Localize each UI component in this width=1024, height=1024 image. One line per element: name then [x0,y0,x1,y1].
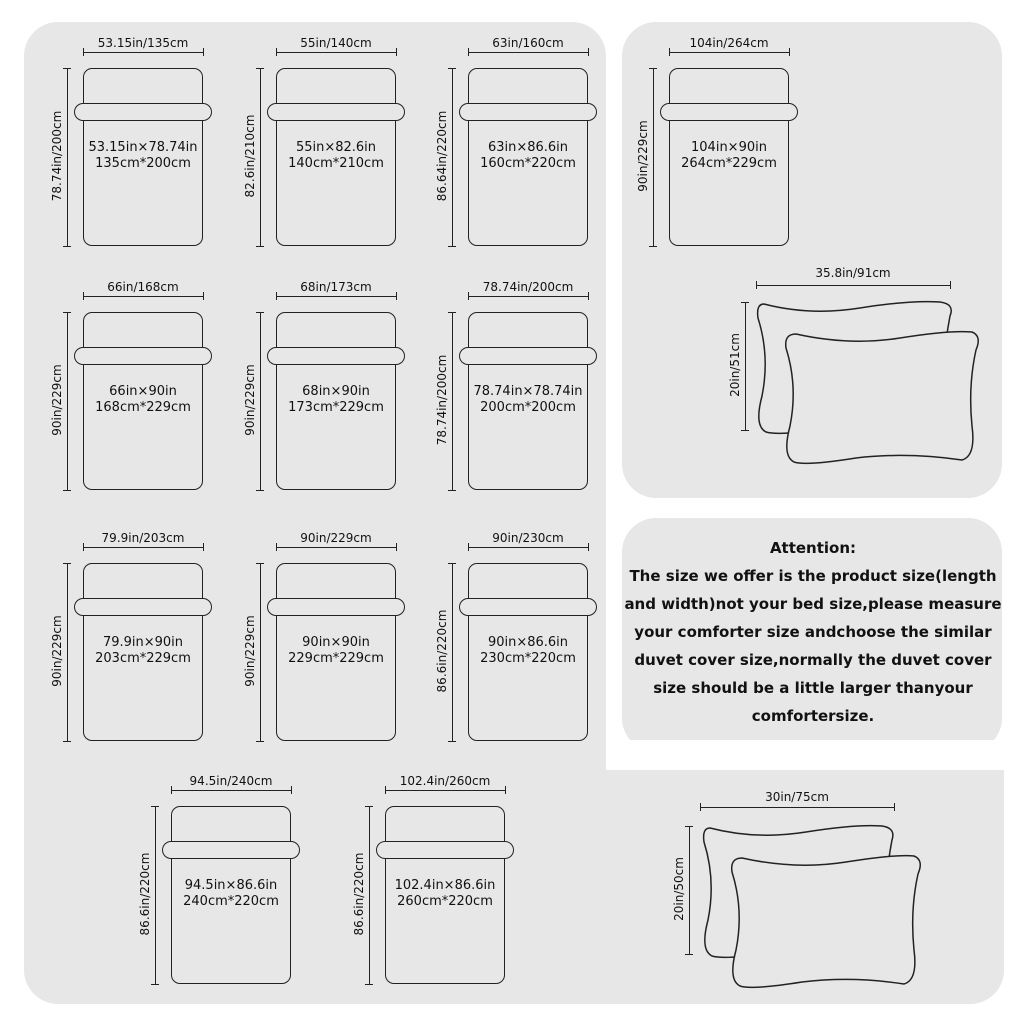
width-label: 66in/168cm [107,280,179,294]
duvet-size-inches: 63in×86.6in [487,140,569,155]
pillow-height-dimension-line [689,826,690,954]
height-dimension-line [653,68,654,246]
dimension-tick [256,68,264,69]
duvet-size-cm: 230cm*220cm [480,651,576,666]
dimension-tick [950,281,951,289]
dimension-tick [63,312,71,313]
duvet-size-cm: 160cm*220cm [480,156,576,171]
height-label: 86.64in/220cm [435,110,449,202]
height-dimension-line [452,312,453,490]
width-label: 63in/160cm [492,36,564,50]
panel-gap [606,740,1004,770]
dimension-tick [365,984,373,985]
width-dimension-line [669,52,789,53]
height-label: 86.6in/220cm [435,609,449,693]
height-label: 78.74in/200cm [435,354,449,446]
duvet-size-inches: 102.4in×86.6in [394,878,496,893]
width-dimension-line [276,296,396,297]
width-label: 94.5in/240cm [189,774,273,788]
duvet-band [74,598,212,616]
dimension-tick [63,68,71,69]
duvet-size-inches: 94.5in×86.6in [184,878,278,893]
dimension-tick [151,806,159,807]
pillow-outline [750,296,985,466]
height-label: 90in/229cm [636,120,650,192]
duvet-size-cm: 203cm*229cm [95,651,191,666]
pillow-width-dimension-line [756,285,950,286]
width-dimension-line [468,547,588,548]
duvet-band [459,103,597,121]
duvet-size-inches: 79.9in×90in [102,635,184,650]
height-label: 82.6in/210cm [243,114,257,198]
duvet-band [74,347,212,365]
height-dimension-line [452,563,453,741]
attention-line: comfortersize. [751,707,875,725]
width-dimension-line [171,790,291,791]
width-label: 79.9in/203cm [101,531,185,545]
height-dimension-line [452,68,453,246]
height-dimension-line [260,312,261,490]
pillow-height-dimension-line [745,302,746,430]
dimension-tick [448,68,456,69]
duvet-size-cm: 173cm*229cm [288,400,384,415]
width-dimension-line [83,296,203,297]
width-dimension-line [276,547,396,548]
dimension-tick [448,490,456,491]
width-dimension-line [385,790,505,791]
width-label: 90in/230cm [492,531,564,545]
height-label: 78.74in/200cm [50,110,64,202]
dimension-tick [448,563,456,564]
duvet-band [162,841,300,859]
dimension-tick [63,563,71,564]
pillow-width-label: 35.8in/91cm [815,266,891,280]
duvet-size-inches: 104in×90in [691,140,767,155]
duvet-band [267,598,405,616]
width-label: 78.74in/200cm [482,280,574,294]
duvet-size-cm: 168cm*229cm [95,400,191,415]
dimension-tick [151,984,159,985]
height-label: 90in/229cm [50,364,64,436]
duvet-size-cm: 135cm*200cm [95,156,191,171]
width-label: 102.4in/260cm [399,774,491,788]
height-dimension-line [67,563,68,741]
width-label: 68in/173cm [300,280,372,294]
dimension-tick [741,302,749,303]
duvet-size-inches: 53.15in×78.74in [88,140,198,155]
dimension-tick [741,430,749,431]
width-dimension-line [468,52,588,53]
attention-line: your comforter size andchoose the similar [634,623,992,641]
duvet-band [74,103,212,121]
height-dimension-line [67,68,68,246]
height-label: 86.6in/220cm [138,852,152,936]
pillow-width-dimension-line [700,807,894,808]
pillow-outline [696,820,931,990]
duvet-band [267,103,405,121]
duvet-size-inches: 90in×90in [302,635,370,650]
width-label: 53.15in/135cm [97,36,189,50]
height-dimension-line [67,312,68,490]
attention-line: and width)not your bed size,please measure [624,595,1002,613]
dimension-tick [365,806,373,807]
dimension-tick [448,312,456,313]
attention-notice [622,534,1004,730]
dimension-tick [685,826,693,827]
attention-line: size should be a little larger thanyour [653,679,973,697]
duvet-size-inches: 66in×90in [109,384,177,399]
dimension-tick [894,803,895,811]
dimension-tick [256,563,264,564]
dimension-tick [448,741,456,742]
dimension-tick [63,246,71,247]
duvet-size-inches: 90in×86.6in [487,635,569,650]
duvet-size-cm: 229cm*229cm [288,651,384,666]
pillow-height-label: 20in/50cm [672,857,686,921]
duvet-size-cm: 240cm*220cm [183,894,279,909]
duvet-size-cm: 260cm*220cm [397,894,493,909]
dimension-tick [63,741,71,742]
duvet-size-cm: 200cm*200cm [480,400,576,415]
duvet-size-inches: 55in×82.6in [295,140,377,155]
height-label: 90in/229cm [243,615,257,687]
width-dimension-line [468,296,588,297]
width-label: 104in/264cm [689,36,769,50]
height-label: 86.6in/220cm [352,852,366,936]
duvet-band [267,347,405,365]
duvet-size-cm: 264cm*229cm [681,156,777,171]
duvet-band [376,841,514,859]
duvet-band [660,103,798,121]
height-label: 90in/229cm [50,615,64,687]
pillow-width-label: 30in/75cm [765,790,829,804]
dimension-tick [256,312,264,313]
dimension-tick [700,803,701,811]
dimension-tick [256,246,264,247]
duvet-band [459,598,597,616]
height-dimension-line [369,806,370,984]
dimension-tick [256,490,264,491]
width-label: 55in/140cm [300,36,372,50]
dimension-tick [756,281,757,289]
attention-line: duvet cover size,normally the duvet cover [634,651,992,669]
dimension-tick [448,246,456,247]
duvet-size-cm: 140cm*210cm [288,156,384,171]
width-dimension-line [276,52,396,53]
height-dimension-line [155,806,156,984]
attention-title: Attention: [769,539,857,557]
duvet-band [459,347,597,365]
dimension-tick [649,68,657,69]
width-dimension-line [83,547,203,548]
width-label: 90in/229cm [300,531,372,545]
height-label: 90in/229cm [243,364,257,436]
dimension-tick [63,490,71,491]
pillow-height-label: 20in/51cm [728,333,742,397]
width-dimension-line [83,52,203,53]
dimension-tick [256,741,264,742]
height-dimension-line [260,68,261,246]
duvet-size-inches: 68in×90in [302,384,370,399]
dimension-tick [649,246,657,247]
dimension-tick [685,954,693,955]
height-dimension-line [260,563,261,741]
duvet-size-inches: 78.74in×78.74in [473,384,583,399]
attention-line: The size we offer is the product size(length [629,567,997,585]
